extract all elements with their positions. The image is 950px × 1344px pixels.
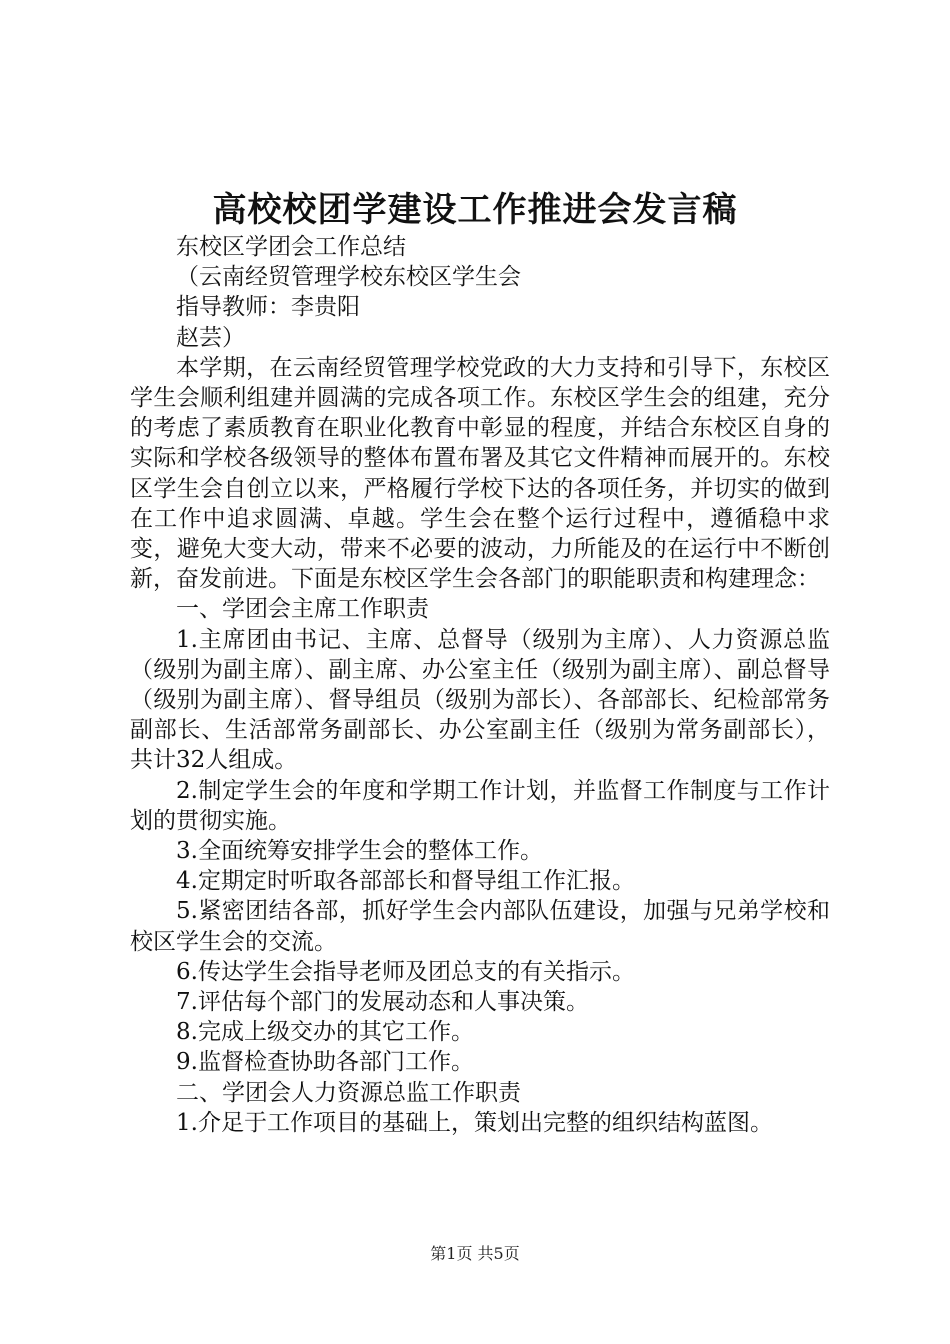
list-item-chair-4: 4.定期定时听取各部部长和督导组工作汇报。 (176, 868, 635, 895)
list-item-chair-7: 7.评估每个部门的发展动态和人事决策。 (176, 989, 589, 1016)
list-item-chair-6: 6.传达学生会指导老师及团总支的有关指示。 (176, 958, 635, 985)
paragraph-intro: 本学期，在云南经贸管理学校党政的大力支持和引导下，东校区学生会顺利组建并圆满的完成各项工作。东校区学生会的组建，充分的考虑了素质教育在职业化教育中彰显的程度，并结合东校区自身的实际和学校各级领导的整体布置布署及其它文件精神而展开的。东校区学生会自创立以来，严格履行学校下达的各项任务，并切实的做到在工作中追求圆满、卓越。学生会在整个运行过程中，遵循稳中求变，避免大变大动，带来不必要的波动，力所能及的在运行中不断创新，奋发前进。下面是东校区学生会各部门的职能职责和构建理念： (130, 354, 830, 593)
list-item-chair-8: 8.完成上级交办的其它工作。 (176, 1019, 474, 1046)
header-line-teacher: 指导教师：李贵阳 (176, 294, 360, 321)
list-item-chair-2: 2.制定学生会的年度和学期工作计划，并监督工作制度与工作计划的贯彻实施。 (130, 777, 830, 834)
document-title: 高校校团学建设工作推进会发言稿 (212, 190, 738, 230)
list-item-chair-1: 1.主席团由书记、主席、总督导（级别为主席）、人力资源总监（级别为副主席）、副主席、办公室主任（级别为副主席）、副总督导（级别为副主席）、督导组员（级别为部长）、各部部长、纪检部常务副部长、生活部常务副部长、办公室副主任（级别为常务副部长），共计32人组成。 (130, 626, 830, 774)
header-line-teacher-2: 赵芸） (176, 324, 245, 351)
header-line-org: （云南经贸管理学校东校区学生会 (176, 264, 521, 291)
list-item-chair-5: 5.紧密团结各部，抓好学生会内部队伍建设，加强与兄弟学校和校区学生会的交流。 (130, 898, 830, 955)
list-item-chair-9: 9.监督检查协助各部门工作。 (176, 1049, 474, 1076)
document-body (130, 232, 830, 1138)
page-footer: 第1页 共5页 (430, 1244, 520, 1263)
section-heading-hr: 二、学团会人力资源总监工作职责 (176, 1079, 521, 1106)
list-item-chair-3: 3.全面统筹安排学生会的整体工作。 (176, 838, 543, 865)
header-line-summary: 东校区学团会工作总结 (176, 234, 406, 260)
section-heading-chair: 一、学团会主席工作职责 (176, 596, 429, 623)
list-item-hr-1: 1.介足于工作项目的基础上，策划出完整的组织结构蓝图。 (176, 1109, 773, 1136)
